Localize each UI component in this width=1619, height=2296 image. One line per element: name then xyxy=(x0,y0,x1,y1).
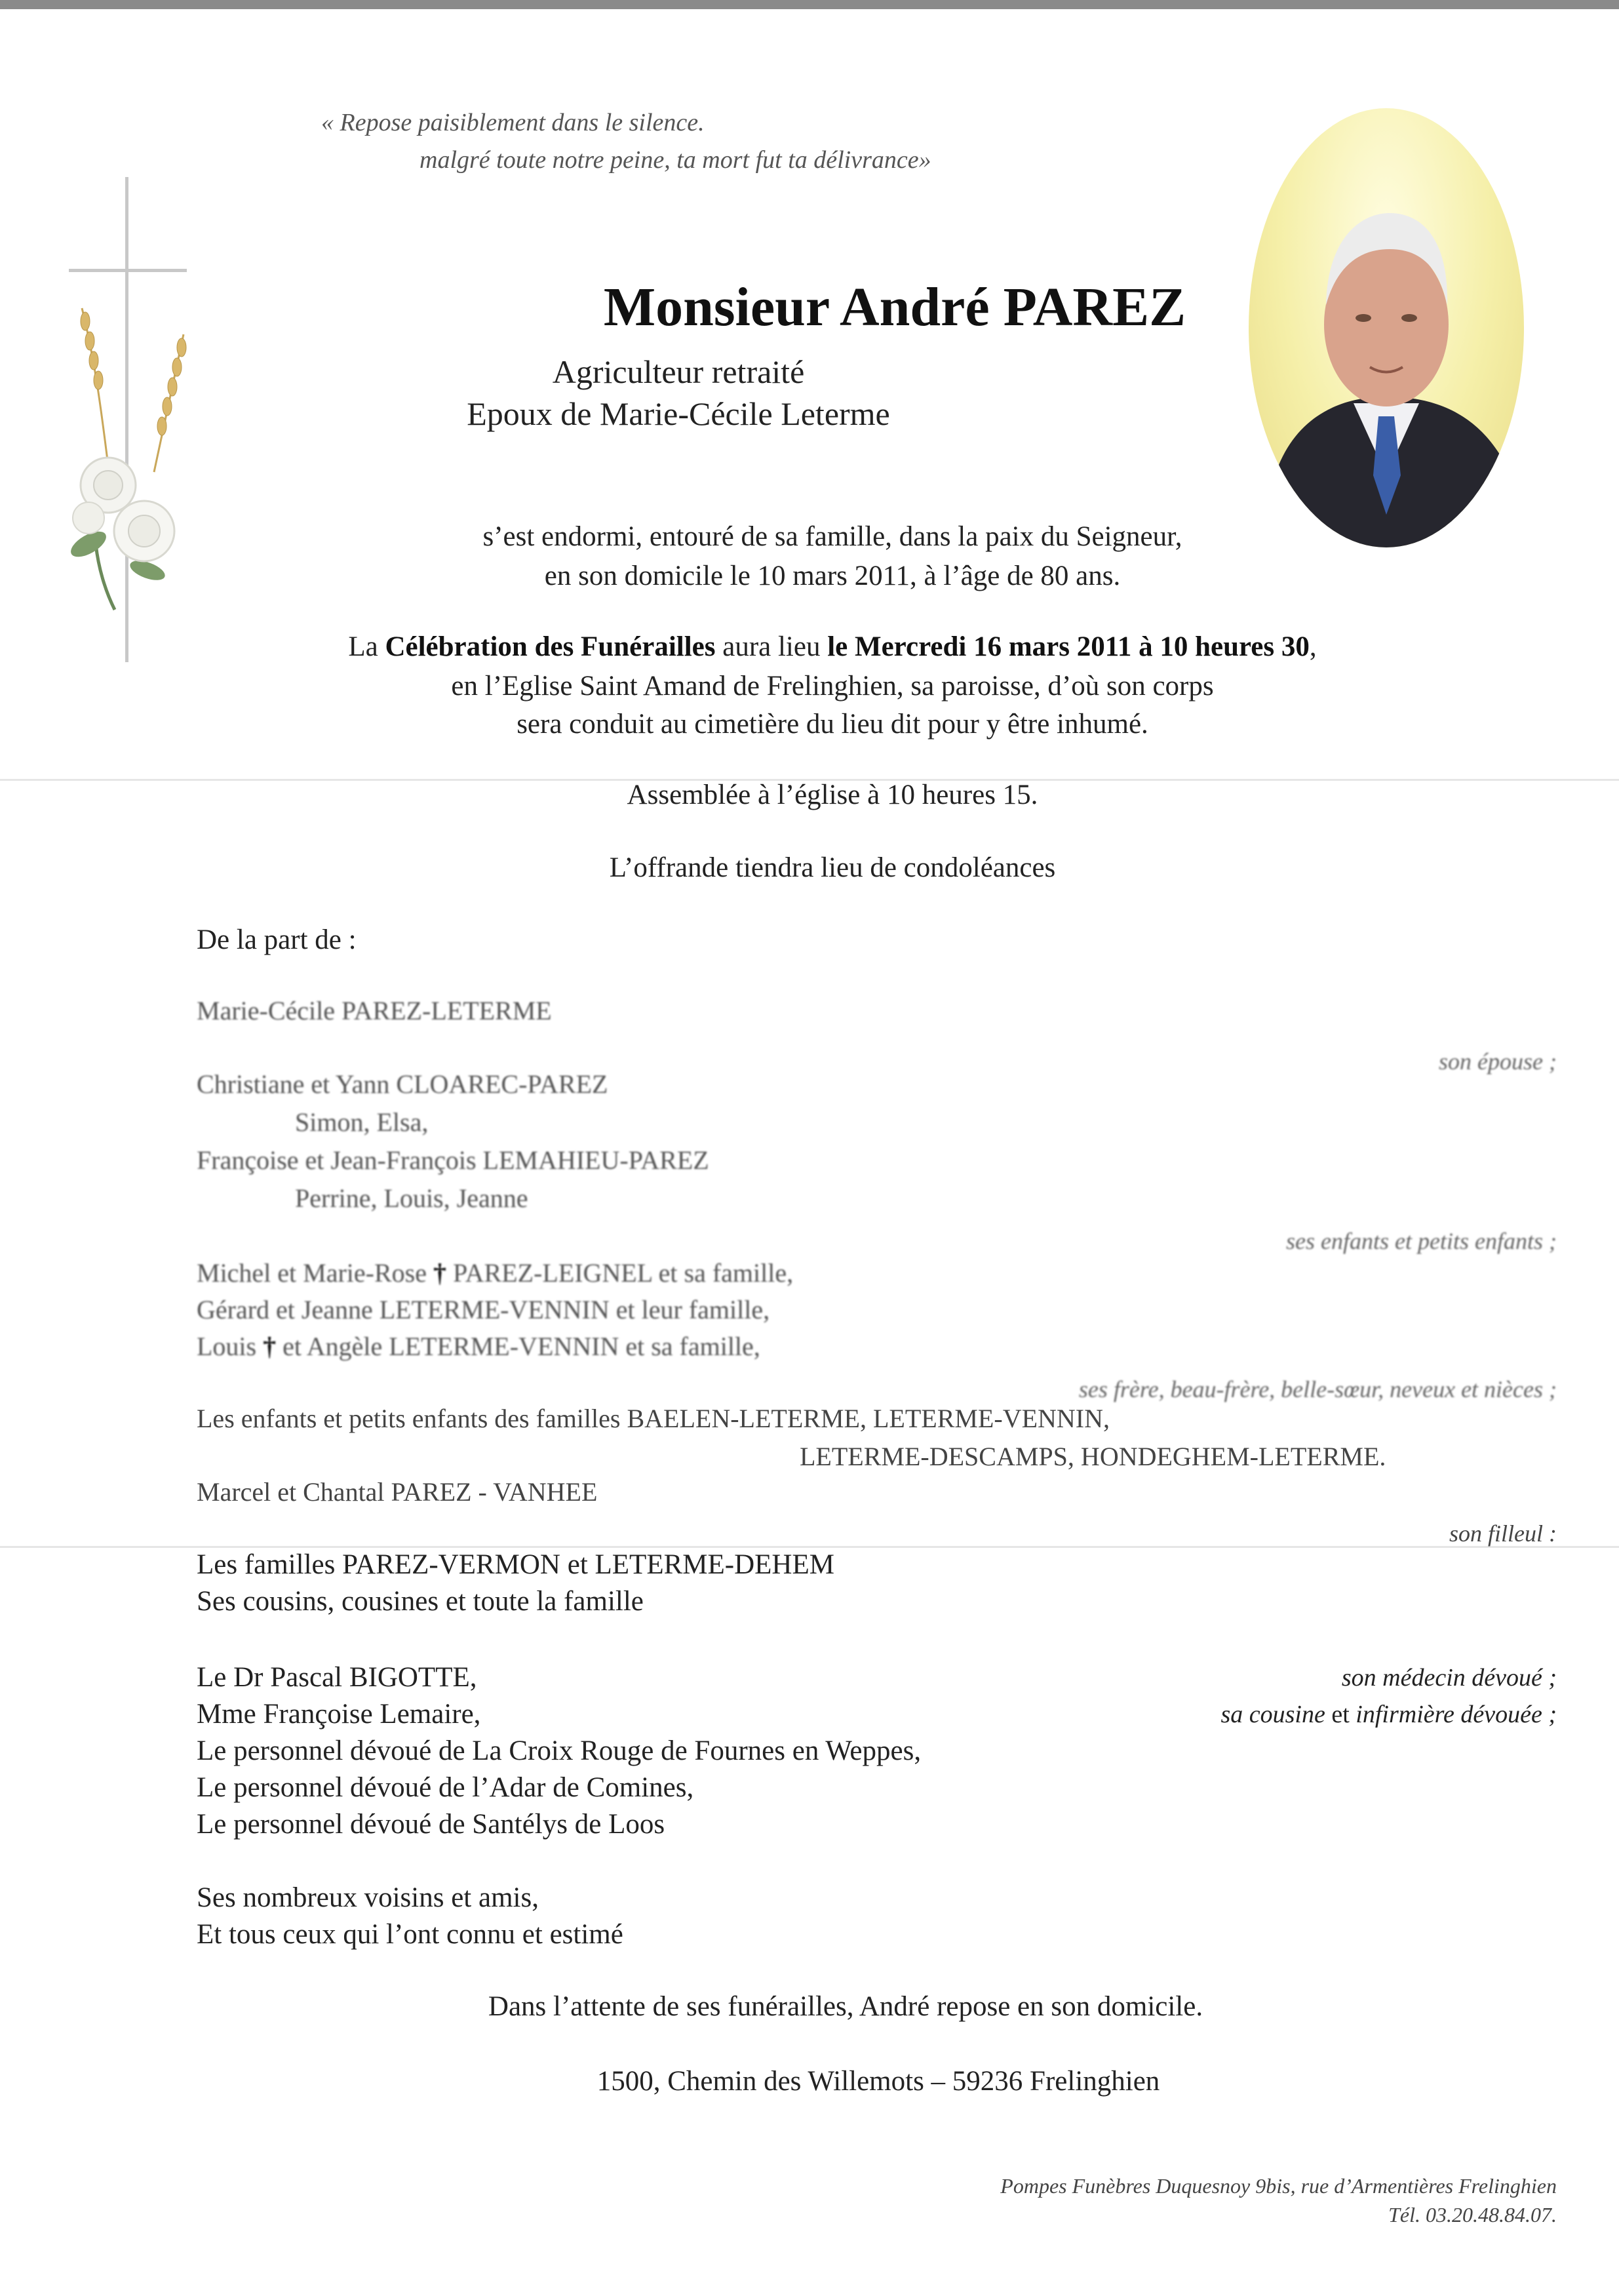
other-families: Les familles PAREZ-VERMON et LETERME-DEHEM xyxy=(197,1549,834,1580)
ceremony-line-3: sera conduit au cimetière du lieu dit pour y être inhumé. xyxy=(517,709,1148,740)
friends-line-1: Ses nombreux voisins et amis, xyxy=(197,1882,539,1913)
staff-1: Le personnel dévoué de La Croix Rouge de Fournes en Weppes, xyxy=(197,1735,922,1766)
spouse-line: Epoux de Marie-Cécile Leterme xyxy=(467,395,890,432)
cousins: Ses cousins, cousines et toute la famille xyxy=(197,1586,644,1617)
ceremony-line-1: La Célébration des Funérailles aura lieu le Mercredi 16 mars 2011 à 10 heures 30, xyxy=(348,631,1317,662)
godson: Marcel et Chantal PAREZ - VANHEE xyxy=(197,1477,598,1507)
extended-families-line-2: LETERME-DESCAMPS, HONDEGHEM-LETERME. xyxy=(800,1442,1386,1471)
child-2-kids: Perrine, Louis, Jeanne xyxy=(295,1183,528,1213)
event-name: Célébration des Funérailles xyxy=(385,631,716,662)
friends-line-2: Et tous ceux qui l’ont connu et estimé xyxy=(197,1919,623,1950)
profession: Agriculteur retraité xyxy=(552,353,805,390)
spouse-name: Marie-Cécile PAREZ-LETERME xyxy=(197,996,552,1025)
child-1-kids: Simon, Elsa, xyxy=(295,1107,429,1137)
spouse-role: son épouse ; xyxy=(1439,1048,1557,1075)
sibling-3: Louis † et Angèle LETERME-VENNIN et sa famille, xyxy=(197,1332,760,1361)
assembly-time: Assemblée à l’église à 10 heures 15. xyxy=(627,780,1038,810)
siblings-role: ses frère, beau-frère, belle-sœur, neveux et nièces ; xyxy=(1078,1376,1557,1402)
sibling-2: Gérard et Jeanne LETERME-VENNIN et leur famille, xyxy=(197,1295,770,1324)
resting-place: Dans l’attente de ses funérailles, André repose en son domicile. xyxy=(488,1991,1203,2022)
announcement-line-1: s’est endormi, entouré de sa famille, dans la paix du Seigneur, xyxy=(482,521,1182,552)
staff-2: Le personnel dévoué de l’Adar de Comines, xyxy=(197,1772,694,1803)
extended-families-line-1: Les enfants et petits enfants des familles BAELEN-LETERME, LETERME-VENNIN, xyxy=(197,1404,1110,1433)
staff-3: Le personnel dévoué de Santélys de Loos xyxy=(197,1809,665,1840)
nurse-role: sa cousine et infirmière dévouée ; xyxy=(1220,1701,1557,1728)
child-2: Françoise et Jean-François LEMAHIEU-PAREZ xyxy=(197,1145,709,1175)
ceremony-line-2: en l’Eglise Saint Amand de Frelinghien, sa paroisse, d’où son corps xyxy=(451,671,1214,702)
quote-line-2: malgré toute notre peine, ta mort fut ta délivrance» xyxy=(419,146,931,174)
announcement-line-2: en son domicile le 10 mars 2011, à l’âge de 80 ans. xyxy=(544,561,1121,591)
nurse: Mme Françoise Lemaire, xyxy=(197,1699,481,1730)
home-address: 1500, Chemin des Willemots – 59236 Frelinghien xyxy=(596,2066,1160,2097)
deceased-name: Monsieur André PAREZ xyxy=(603,277,1186,338)
offering-note: L’offrande tiendra lieu de condoléances xyxy=(609,852,1056,883)
dagger-icon: † xyxy=(263,1332,277,1361)
funeral-home-address: Pompes Funèbres Duquesnoy 9bis, rue d’Armentières Frelinghien xyxy=(1000,2174,1557,2198)
from-intro: De la part de : xyxy=(197,924,357,955)
quote-line-1: « Repose paisiblement dans le silence. xyxy=(321,109,705,136)
dagger-icon: † xyxy=(433,1258,446,1288)
event-date: le Mercredi 16 mars 2011 à 10 heures 30 xyxy=(827,631,1310,662)
cross-with-wheat-and-roses-icon xyxy=(62,177,193,662)
doctor-role: son médecin dévoué ; xyxy=(1341,1664,1557,1692)
child-1: Christiane et Yann CLOAREC-PAREZ xyxy=(197,1069,608,1099)
godson-role: son filleul : xyxy=(1449,1520,1557,1547)
scan-top-border xyxy=(0,0,1619,9)
children-role: ses enfants et petits enfants ; xyxy=(1286,1228,1557,1254)
funeral-home-phone: Tél. 03.20.48.84.07. xyxy=(1388,2203,1557,2227)
sibling-1: Michel et Marie-Rose † PAREZ-LEIGNEL et sa famille, xyxy=(197,1258,794,1288)
doctor: Le Dr Pascal BIGOTTE, xyxy=(197,1662,477,1693)
